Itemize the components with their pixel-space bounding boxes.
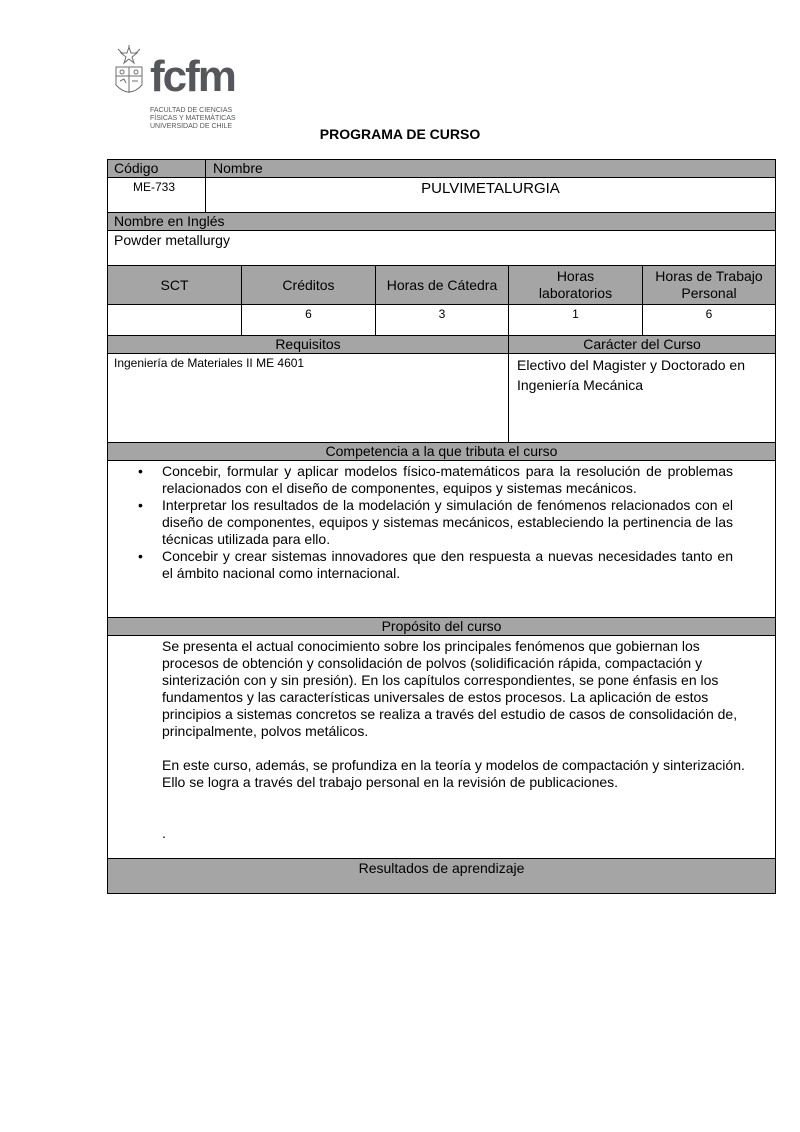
list-item xyxy=(108,463,775,497)
english-name-value-row xyxy=(108,231,775,266)
course-program-table xyxy=(107,159,776,894)
requisitos-value: Ingeniería de Materiales II ME 4601 xyxy=(108,354,509,442)
university-seal-icon xyxy=(112,45,146,101)
resultados-label: Resultados de aprendizaje xyxy=(358,860,525,876)
proposito-header-row xyxy=(108,618,775,636)
list-item xyxy=(108,497,775,548)
caracter-label: Carácter del Curso xyxy=(583,336,701,352)
bullet-icon: • xyxy=(138,548,143,564)
horas-laboratorios-value: 1 xyxy=(509,305,643,335)
horas-laboratorios-header: Horas laboratorios xyxy=(509,266,643,304)
bullet-icon: • xyxy=(138,463,143,479)
document-title: PROGRAMA DE CURSO xyxy=(319,126,481,142)
competencia-label: Competencia a la que tributa el curso xyxy=(325,443,558,459)
creditos-value: 6 xyxy=(242,305,376,335)
code-name-header-row xyxy=(108,160,775,178)
proposito-body xyxy=(108,636,775,858)
horas-catedra-header: Horas de Cátedra xyxy=(376,266,509,304)
proposito-body-row xyxy=(108,636,775,859)
horas-trabajo-personal-value: 6 xyxy=(705,307,713,321)
logo-subtitle-line: FACULTAD DE CIENCIAS xyxy=(150,107,233,114)
logo-wordmark: fcfm xyxy=(150,52,235,101)
english-name: Powder metallurgy xyxy=(114,232,230,248)
sct-value xyxy=(108,305,242,335)
logo-subtitle-line: UNIVERSIDAD DE CHILE xyxy=(150,123,233,130)
competencia-header-row xyxy=(108,443,775,461)
university-logo xyxy=(112,45,252,130)
competencia-body-row xyxy=(108,461,775,618)
horas-catedra-value: 3 xyxy=(376,305,509,335)
requisitos-header-row xyxy=(108,336,775,354)
english-name-header-row xyxy=(108,213,775,231)
hours-value-row xyxy=(108,305,775,336)
creditos-header: Créditos xyxy=(242,266,376,304)
bullet-icon: • xyxy=(138,497,143,513)
competencia-body xyxy=(108,461,775,617)
competencia-item-text: Interpretar los resultados de la modelación y simulación de fenómenos relacionados con el diseño de componentes, equipos y sistemas mecánicos, estableciendo la pertinencia de las técnicas utilizada para ello. xyxy=(162,497,733,547)
proposito-paragraph: En este curso, además, se profundiza en la teoría y modelos de compactación y sinterización. Ello se logra a través del trabajo personal en la revisión de publicaciones. xyxy=(162,757,745,790)
requisitos-label: Requisitos xyxy=(108,336,509,353)
proposito-paragraph: . xyxy=(162,825,166,841)
proposito-paragraph: Se presenta el actual conocimiento sobre los principales fenómenos que gobiernan los procesos de obtención y consolidación de polvos (solidificación rápida, compactación y sinterización con y sin presión). En los capítulos correspondientes, se pone énfasis en los fundamentos y las características universales de estos procesos. La aplicación de estos principios a sistemas concretos se realiza a través del estudio de casos de consolidación de, principalmente, polvos metálicos. xyxy=(162,638,738,739)
competencia-item-text: Concebir, formular y aplicar modelos físico-matemáticos para la resolución de problemas relacionados con el diseño de componentes, equipos y sistemas mecánicos. xyxy=(162,463,733,496)
resultados-header-row xyxy=(108,859,775,893)
logo-subtitle-line: FÍSICAS Y MATEMÁTICAS xyxy=(150,115,236,122)
nombre-label: Nombre xyxy=(213,160,263,176)
proposito-label: Propósito del curso xyxy=(381,618,502,634)
course-name: PULVIMETALURGIA xyxy=(421,180,560,197)
code-name-value-row xyxy=(108,178,775,213)
competencia-list xyxy=(108,463,775,582)
hours-header-row xyxy=(108,266,775,305)
list-item xyxy=(108,548,775,582)
sct-header: SCT xyxy=(108,266,242,304)
codigo-label: Código xyxy=(108,160,206,177)
course-code: ME-733 xyxy=(108,178,206,212)
horas-trabajo-personal-header: Horas de Trabajo Personal xyxy=(655,268,763,301)
requisitos-value-row xyxy=(108,354,775,443)
competencia-item-text: Concebir y crear sistemas innovadores que den respuesta a nuevas necesidades tanto en el ámbito nacional como internacional. xyxy=(162,548,733,581)
english-name-label: Nombre en Inglés xyxy=(114,213,225,229)
caracter-value: Electivo del Magister y Doctorado en Ingeniería Mecánica xyxy=(517,357,745,393)
